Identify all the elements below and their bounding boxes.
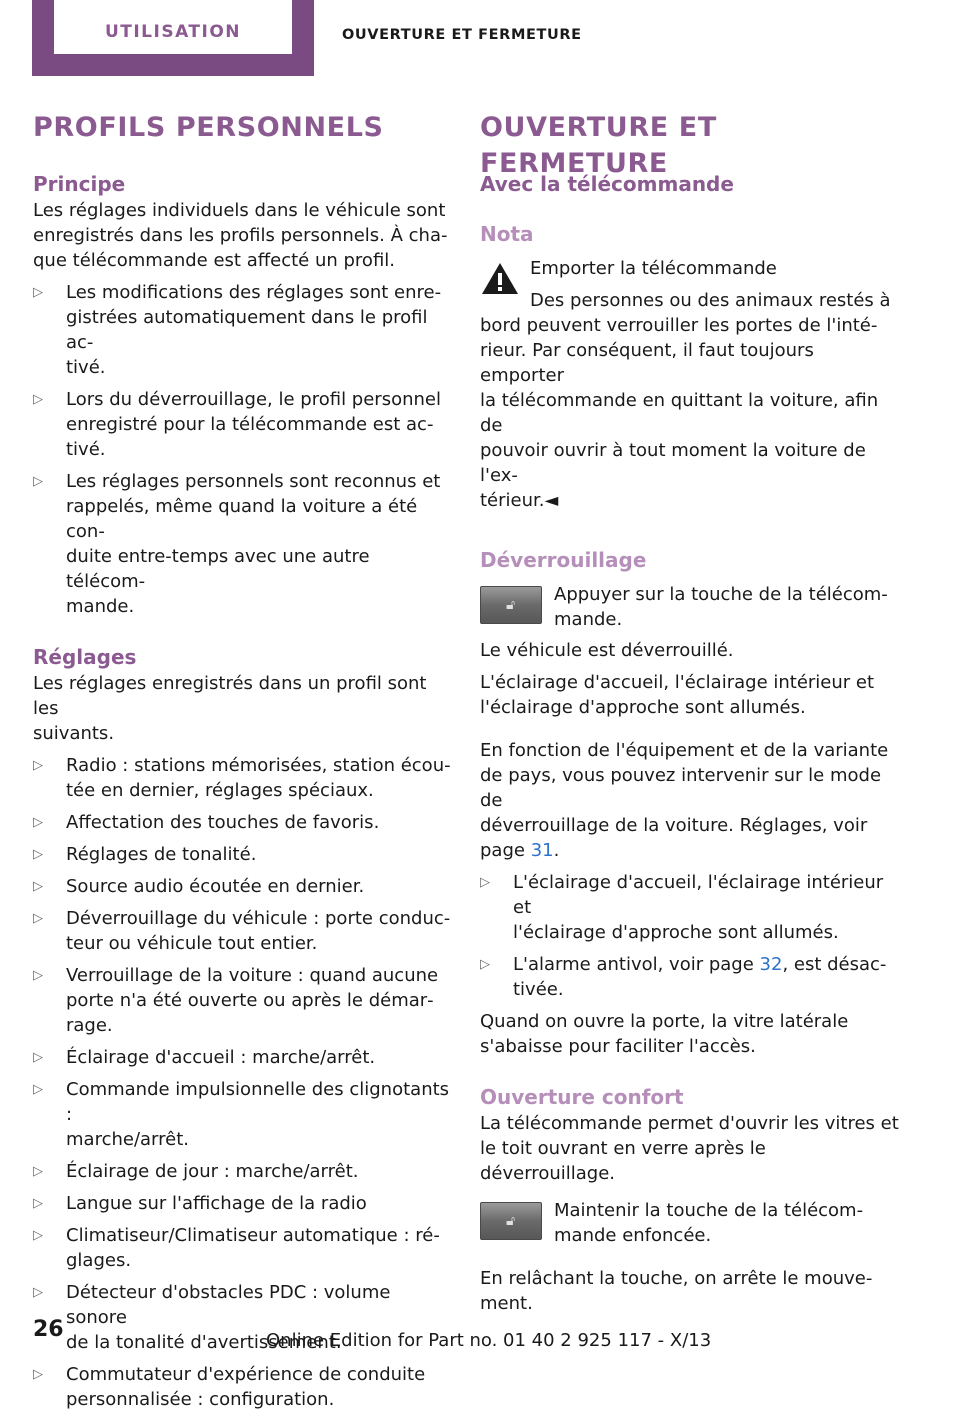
heading-principe: Principe (33, 172, 126, 196)
text-line: enregistrés dans les profils personnels. À cha‐ (33, 225, 448, 246)
heading-nota: Nota (480, 222, 534, 246)
edition-note: Online Edition for Part no. 01 40 2 925 117 - X/13 (266, 1330, 712, 1351)
confort-paragraph: La télécommande permet d'ouvrir les vitres et le toit ouvrant en verre après le déverrouillage. (480, 1113, 899, 1184)
text-line: Les réglages individuels dans le véhicule sont (33, 200, 446, 221)
text-line: pouvoir ouvrir à tout moment la voiture de l'ex‐ (480, 440, 866, 486)
bullet-arrow-icon: ▷ (33, 847, 43, 862)
padlock-icon: 🔓︎ (506, 1213, 516, 1229)
confort-instruction: Maintenir la touche de la télécom‐ mande enfoncée. (554, 1200, 864, 1246)
left-column (33, 110, 453, 1412)
page-link-31[interactable]: 31 (530, 840, 554, 861)
warning-text: Des personnes ou des animaux restés à (530, 290, 891, 311)
list-item: ▷ Lors du déverrouillage, le profil personnel enregistré pour la télécommande est ac‐ tivé. (33, 389, 441, 460)
text-line: la télécommande en quittant la voiture, afin de (480, 390, 879, 436)
text-line: Les réglages enregistrés dans un profil sont les (33, 673, 427, 719)
text-line: suivants. (33, 723, 115, 744)
unlock-result: Le véhicule est déverrouillé. (480, 640, 734, 661)
heading-deverrouillage: Déverrouillage (480, 548, 647, 572)
remote-unlock-button-icon (480, 586, 542, 624)
page-link-32[interactable]: 32 (759, 954, 783, 975)
list-item: ▷ Les réglages personnels sont reconnus et rappelés, même quand la voiture a été con‐ duite entre-temps avec une autre télécom‐ mande. (33, 471, 441, 617)
heading-telecommande: Avec la télécommande (480, 172, 734, 196)
bullet-arrow-icon: ▷ (33, 879, 43, 894)
list-item: ▷ Source audio écoutée en dernier. (33, 876, 365, 897)
page-number: 26 (33, 1317, 64, 1342)
text-line: térieur.◄ (480, 490, 559, 511)
bullet-arrow-icon: ▷ (33, 1367, 43, 1382)
lighting-paragraph: L'éclairage d'accueil, l'éclairage intérieur et l'éclairage d'approche sont allumés. (480, 672, 875, 718)
section-title-profils: PROFILS PERSONNELS (33, 112, 384, 143)
list-item: ▷ Déverrouillage du véhicule : porte conduc‐ teur ou véhicule tout entier. (33, 908, 451, 954)
variant-paragraph: En fonction de l'équipement et de la variante de pays, vous pouvez intervenir sur le mode de déverrouillage de la voiture. Réglages, voir page 31. (480, 740, 889, 861)
text-line: que télécommande est affecté un profil. (33, 250, 396, 271)
section-tab-inner (54, 0, 292, 54)
reglages-paragraph (33, 671, 453, 746)
heading-ouverture-confort: Ouverture confort (480, 1085, 684, 1109)
text-line: rieur. Par conséquent, il faut toujours emporter (480, 340, 814, 386)
right-column (480, 110, 900, 1316)
padlock-icon: 🔓︎ (506, 597, 516, 613)
list-item: ▷ Commande impulsionnelle des clignotants : marche/arrêt. (33, 1079, 450, 1150)
principe-list (33, 280, 453, 619)
warning-title: Emporter la télécommande (530, 258, 777, 279)
bullet-arrow-icon: ▷ (33, 1285, 43, 1300)
heading-reglages: Réglages (33, 645, 137, 669)
warning-triangle-icon (480, 260, 520, 296)
release-paragraph: En relâchant la touche, on arrête le mouve‐ ment. (480, 1268, 873, 1314)
list-item: ▷ Éclairage d'accueil : marche/arrêt. (33, 1047, 376, 1068)
warning-block (480, 256, 900, 513)
confort-button-row (480, 1198, 900, 1248)
bullet-arrow-icon: ▷ (33, 285, 43, 300)
remote-unlock-button-icon (480, 1202, 542, 1240)
section-tab (32, 0, 314, 76)
bullet-arrow-icon: ▷ (33, 968, 43, 983)
list-item: ▷ Détecteur d'obstacles PDC : volume sonore de la tonalité d'avertissement. (33, 1282, 391, 1353)
list-item: ▷ Radio : stations mémorisées, station écou‐ tée en dernier, réglages spéciaux. (33, 755, 451, 801)
unlock-button-row (480, 582, 900, 632)
chapter-label: OUVERTURE ET FERMETURE (342, 27, 582, 43)
reglages-list (33, 753, 453, 1412)
principe-paragraph (33, 198, 453, 273)
list-item: ▷ Climatiseur/Climatiseur automatique : ré‐ glages. (33, 1225, 440, 1271)
window-paragraph: Quand on ouvre la porte, la vitre latérale s'abaisse pour faciliter l'accès. (480, 1011, 849, 1057)
unlock-list (480, 870, 900, 1002)
list-item: ▷ Commutateur d'expérience de conduite personnalisée : configuration. (33, 1364, 426, 1410)
list-item: ▷ Verrouillage de la voiture : quand aucune porte n'a été ouverte ou après le démar‐ rage. (33, 965, 439, 1036)
section-label: UTILISATION (104, 22, 242, 42)
list-item: ▷ Langue sur l'affichage de la radio (33, 1193, 367, 1214)
bullet-arrow-icon: ▷ (33, 1164, 43, 1179)
bullet-arrow-icon: ▷ (33, 911, 43, 926)
bullet-arrow-icon: ▷ (33, 474, 43, 489)
list-item: ▷ Réglages de tonalité. (33, 844, 257, 865)
bullet-arrow-icon: ▷ (33, 1228, 43, 1243)
list-item: ▷ L'éclairage d'accueil, l'éclairage intérieur et l'éclairage d'approche sont allumés. (480, 872, 884, 943)
list-item: ▷ Affectation des touches de favoris. (33, 812, 380, 833)
bullet-arrow-icon: ▷ (33, 392, 43, 407)
bullet-arrow-icon: ▷ (480, 875, 490, 890)
bullet-arrow-icon: ▷ (33, 1082, 43, 1097)
bullet-arrow-icon: ▷ (33, 1050, 43, 1065)
unlock-instruction: Appuyer sur la touche de la télécom‐ mande. (554, 584, 888, 630)
bullet-arrow-icon: ▷ (33, 758, 43, 773)
bullet-arrow-icon: ▷ (33, 815, 43, 830)
section-title-ouverture: OUVERTURE ET FERMETURE (480, 112, 717, 179)
list-item: ▷ Éclairage de jour : marche/arrêt. (33, 1161, 359, 1182)
bullet-arrow-icon: ▷ (33, 1196, 43, 1211)
bullet-arrow-icon: ▷ (480, 957, 490, 972)
list-item: ▷ L'alarme antivol, voir page 32, est désac‐ tivée. (480, 954, 887, 1000)
text-line: bord peuvent verrouiller les portes de l'inté‐ (480, 315, 878, 336)
list-item: ▷ Les modifications des réglages sont enre‐ gistrées automatiquement dans le profil ac‐ tivé. (33, 282, 442, 378)
